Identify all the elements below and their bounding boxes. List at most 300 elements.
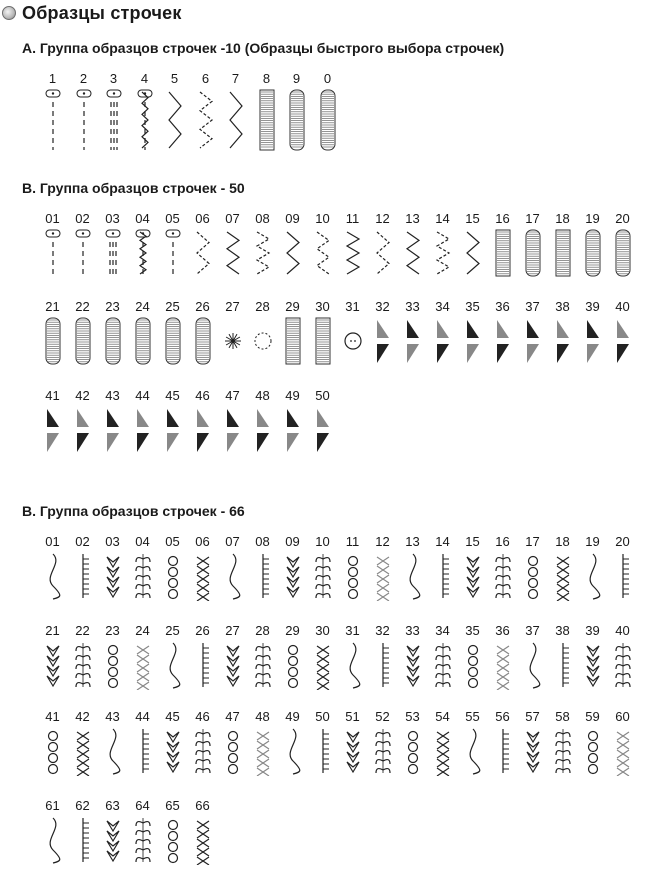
stitch-number: 25 [165, 299, 180, 314]
stitch-glyph-icon [282, 228, 304, 278]
stitch-number: 40 [615, 299, 630, 314]
stitch-number: 50 [315, 388, 330, 403]
stitch-glyph-icon [42, 640, 64, 690]
stitch-glyph-icon [102, 640, 124, 690]
stitch-pattern-b-47 [218, 389, 247, 455]
stitch-glyph-icon [42, 88, 64, 152]
stitch-number: 24 [135, 299, 150, 314]
stitch-number: 34 [435, 623, 450, 638]
stitch-pattern-b-30 [308, 300, 337, 366]
stitch-glyph-icon [312, 640, 334, 690]
page-title: Образцы строчек [22, 2, 182, 23]
stitch-number: 08 [255, 211, 270, 226]
stitch-pattern-b-24 [128, 300, 157, 366]
stitch-pattern-b-09 [278, 212, 307, 278]
stitch-pattern-c-62 [68, 799, 97, 865]
stitch-number: 45 [165, 388, 180, 403]
stitch-pattern-c-26 [188, 624, 217, 690]
stitch-glyph-icon [312, 405, 334, 455]
stitch-glyph-icon [432, 316, 454, 366]
stitch-pattern-b-50 [308, 389, 337, 455]
stitch-glyph-icon [612, 551, 634, 601]
stitch-glyph-icon [72, 551, 94, 601]
stitch-glyph-icon [162, 405, 184, 455]
stitch-pattern-b-25 [158, 300, 187, 366]
stitch-number: 41 [45, 709, 60, 724]
stitch-pattern-b-41 [38, 389, 67, 455]
stitch-number: 19 [585, 534, 600, 549]
stitch-glyph-icon [462, 316, 484, 366]
stitch-pattern-c-11 [338, 535, 367, 601]
stitch-pattern-c-29 [278, 624, 307, 690]
stitch-glyph-icon [102, 405, 124, 455]
stitch-pattern-c-64 [128, 799, 157, 865]
stitch-glyph-icon [132, 405, 154, 455]
stitch-glyph-icon [164, 88, 186, 152]
stitch-glyph-icon [132, 551, 154, 601]
stitch-number: 32 [375, 299, 390, 314]
stitch-number: 24 [135, 623, 150, 638]
stitch-number: 23 [105, 299, 120, 314]
stitch-pattern-c-27 [218, 624, 247, 690]
stitch-pattern-c-39 [578, 624, 607, 690]
stitch-number: 59 [585, 709, 600, 724]
stitch-pattern-b-37 [518, 300, 547, 366]
stitch-glyph-icon [102, 551, 124, 601]
stitch-pattern-a-5 [160, 72, 189, 152]
stitch-number: 61 [45, 798, 60, 813]
stitch-number: 52 [375, 709, 390, 724]
stitch-glyph-icon [342, 551, 364, 601]
stitch-number: 18 [555, 211, 570, 226]
stitch-glyph-icon [72, 316, 94, 366]
stitch-glyph-icon [402, 640, 424, 690]
page-header [2, 2, 182, 24]
stitch-pattern-b-31 [338, 300, 367, 366]
stitch-number: 36 [495, 299, 510, 314]
stitch-number: 64 [135, 798, 150, 813]
stitch-pattern-c-45 [158, 710, 187, 776]
stitch-pattern-c-28 [248, 624, 277, 690]
stitch-pattern-c-65 [158, 799, 187, 865]
stitch-number: 45 [165, 709, 180, 724]
stitch-number: 49 [285, 388, 300, 403]
stitch-glyph-icon [342, 640, 364, 690]
stitch-pattern-c-38 [548, 624, 577, 690]
stitch-glyph-icon [103, 88, 125, 152]
stitch-number: 9 [292, 71, 301, 86]
stitch-pattern-c-30 [308, 624, 337, 690]
stitch-pattern-b-34 [428, 300, 457, 366]
stitch-number: 40 [615, 623, 630, 638]
stitch-glyph-icon [492, 726, 514, 776]
stitch-glyph-icon [312, 726, 334, 776]
stitch-number: 46 [195, 388, 210, 403]
stitch-pattern-c-56 [488, 710, 517, 776]
stitch-number: 46 [195, 709, 210, 724]
stitch-number: 50 [315, 709, 330, 724]
stitch-number: 31 [345, 299, 360, 314]
stitch-glyph-icon [522, 316, 544, 366]
stitch-number: 47 [225, 388, 240, 403]
stitch-glyph-icon [282, 316, 304, 366]
stitch-pattern-c-09 [278, 535, 307, 601]
stitch-glyph-icon [192, 815, 214, 865]
stitch-pattern-b-04 [128, 212, 157, 278]
stitch-glyph-icon [372, 640, 394, 690]
section-title-a: A. Группа образцов строчек -10 (Образцы быстрого выбора строчек) [22, 40, 505, 56]
stitch-number: 02 [75, 211, 90, 226]
stitch-pattern-b-28 [248, 300, 277, 366]
stitch-glyph-icon [552, 316, 574, 366]
stitch-pattern-a-2 [69, 72, 98, 152]
stitch-pattern-b-46 [188, 389, 217, 455]
stitch-number: 53 [405, 709, 420, 724]
stitch-pattern-c-46 [188, 710, 217, 776]
stitch-pattern-c-01 [38, 535, 67, 601]
stitch-glyph-icon [42, 316, 64, 366]
stitch-pattern-c-13 [398, 535, 427, 601]
stitch-glyph-icon [522, 551, 544, 601]
stitch-glyph-icon [225, 88, 247, 152]
stitch-pattern-c-40 [608, 624, 637, 690]
stitch-number: 04 [135, 534, 150, 549]
stitch-pattern-c-34 [428, 624, 457, 690]
stitch-number: 33 [405, 299, 420, 314]
section-title-c: B. Группа образцов строчек - 66 [22, 503, 245, 519]
stitch-number: 16 [495, 211, 510, 226]
stitch-glyph-icon [222, 228, 244, 278]
stitch-number: 31 [345, 623, 360, 638]
stitch-glyph-icon [342, 316, 364, 366]
stitch-number: 56 [495, 709, 510, 724]
stitch-pattern-b-06 [188, 212, 217, 278]
stitch-number: 60 [615, 709, 630, 724]
stitch-glyph-icon [102, 228, 124, 278]
stitch-pattern-c-54 [428, 710, 457, 776]
stitch-glyph-icon [402, 228, 424, 278]
stitch-glyph-icon [192, 405, 214, 455]
stitch-number: 43 [105, 388, 120, 403]
stitch-number: 14 [435, 211, 450, 226]
stitch-pattern-c-31 [338, 624, 367, 690]
bullet-icon [2, 6, 16, 20]
stitch-number: 22 [75, 299, 90, 314]
stitch-number: 13 [405, 534, 420, 549]
stitch-number: 3 [109, 71, 118, 86]
stitch-number: 09 [285, 534, 300, 549]
stitch-pattern-c-20 [608, 535, 637, 601]
stitch-glyph-icon [252, 228, 274, 278]
stitch-pattern-c-32 [368, 624, 397, 690]
stitch-pattern-c-61 [38, 799, 67, 865]
stitch-glyph-icon [162, 726, 184, 776]
stitch-pattern-c-19 [578, 535, 607, 601]
stitch-number: 14 [435, 534, 450, 549]
stitch-glyph-icon [342, 726, 364, 776]
stitch-number: 17 [525, 211, 540, 226]
stitch-glyph-icon [522, 640, 544, 690]
stitch-number: 28 [255, 299, 270, 314]
stitch-pattern-c-15 [458, 535, 487, 601]
stitch-pattern-c-08 [248, 535, 277, 601]
stitch-pattern-c-59 [578, 710, 607, 776]
stitch-glyph-icon [222, 726, 244, 776]
stitch-pattern-c-36 [488, 624, 517, 690]
stitch-pattern-b-01 [38, 212, 67, 278]
stitch-glyph-icon [582, 551, 604, 601]
stitch-pattern-a-7 [221, 72, 250, 152]
stitch-pattern-c-42 [68, 710, 97, 776]
stitch-number: 58 [555, 709, 570, 724]
stitch-number: 48 [255, 388, 270, 403]
stitch-pattern-b-40 [608, 300, 637, 366]
stitch-number: 01 [45, 534, 60, 549]
stitch-number: 29 [285, 623, 300, 638]
stitch-glyph-icon [73, 88, 95, 152]
stitch-glyph-icon [222, 316, 244, 366]
stitch-number: 55 [465, 709, 480, 724]
stitch-glyph-icon [492, 228, 514, 278]
stitch-glyph-icon [162, 551, 184, 601]
stitch-number: 30 [315, 623, 330, 638]
stitch-glyph-icon [552, 726, 574, 776]
stitch-glyph-icon [462, 726, 484, 776]
stitch-glyph-icon [132, 316, 154, 366]
stitch-pattern-c-47 [218, 710, 247, 776]
stitch-glyph-icon [72, 640, 94, 690]
stitch-number: 11 [345, 211, 360, 226]
stitch-glyph-icon [312, 551, 334, 601]
stitch-glyph-icon [462, 551, 484, 601]
stitch-pattern-c-60 [608, 710, 637, 776]
stitch-pattern-c-17 [518, 535, 547, 601]
stitch-pattern-c-58 [548, 710, 577, 776]
stitch-number: 20 [615, 211, 630, 226]
stitch-pattern-c-50 [308, 710, 337, 776]
stitch-number: 62 [75, 798, 90, 813]
stitch-glyph-icon [372, 316, 394, 366]
stitch-glyph-icon [132, 815, 154, 865]
stitch-pattern-b-14 [428, 212, 457, 278]
stitch-pattern-c-57 [518, 710, 547, 776]
stitch-number: 03 [105, 534, 120, 549]
stitch-number: 07 [225, 534, 240, 549]
stitch-glyph-icon [552, 551, 574, 601]
stitch-pattern-a-6 [191, 72, 220, 152]
stitch-glyph-icon [552, 640, 574, 690]
stitch-glyph-icon [612, 726, 634, 776]
stitch-number: 6 [201, 71, 210, 86]
stitch-pattern-b-05 [158, 212, 187, 278]
stitch-number: 05 [165, 211, 180, 226]
stitch-glyph-icon [252, 316, 274, 366]
stitch-pattern-b-27 [218, 300, 247, 366]
stitch-pattern-a-0 [313, 72, 342, 152]
stitch-glyph-icon [162, 815, 184, 865]
stitch-number: 8 [262, 71, 271, 86]
stitch-pattern-c-43 [98, 710, 127, 776]
stitch-pattern-b-20 [608, 212, 637, 278]
stitch-glyph-icon [42, 551, 64, 601]
stitch-pattern-c-16 [488, 535, 517, 601]
stitch-glyph-icon [432, 726, 454, 776]
stitch-pattern-c-51 [338, 710, 367, 776]
stitch-glyph-icon [462, 228, 484, 278]
stitch-glyph-icon [312, 228, 334, 278]
stitch-glyph-icon [317, 88, 339, 152]
stitch-number: 12 [375, 534, 390, 549]
stitch-pattern-c-07 [218, 535, 247, 601]
stitch-number: 44 [135, 709, 150, 724]
stitch-glyph-icon [582, 316, 604, 366]
stitch-pattern-c-06 [188, 535, 217, 601]
stitch-number: 41 [45, 388, 60, 403]
stitch-glyph-icon [72, 726, 94, 776]
stitch-number: 27 [225, 623, 240, 638]
stitch-number: 06 [195, 534, 210, 549]
stitch-number: 03 [105, 211, 120, 226]
stitch-glyph-icon [402, 726, 424, 776]
stitch-number: 44 [135, 388, 150, 403]
stitch-pattern-c-66 [188, 799, 217, 865]
stitch-pattern-b-12 [368, 212, 397, 278]
stitch-pattern-c-52 [368, 710, 397, 776]
stitch-glyph-icon [582, 640, 604, 690]
stitch-number: 7 [231, 71, 240, 86]
stitch-pattern-b-43 [98, 389, 127, 455]
stitch-number: 34 [435, 299, 450, 314]
stitch-number: 35 [465, 623, 480, 638]
stitch-glyph-icon [102, 726, 124, 776]
stitch-pattern-c-35 [458, 624, 487, 690]
stitch-number: 39 [585, 623, 600, 638]
stitch-number: 48 [255, 709, 270, 724]
stitch-number: 51 [345, 709, 360, 724]
stitch-glyph-icon [134, 88, 156, 152]
stitch-glyph-icon [432, 551, 454, 601]
stitch-glyph-icon [42, 815, 64, 865]
stitch-pattern-b-19 [578, 212, 607, 278]
stitch-pattern-c-24 [128, 624, 157, 690]
stitch-number: 54 [435, 709, 450, 724]
stitch-pattern-b-29 [278, 300, 307, 366]
stitch-glyph-icon [342, 228, 364, 278]
stitch-number: 01 [45, 211, 60, 226]
stitch-glyph-icon [72, 228, 94, 278]
stitch-glyph-icon [192, 640, 214, 690]
stitch-number: 25 [165, 623, 180, 638]
stitch-number: 05 [165, 534, 180, 549]
stitch-glyph-icon [462, 640, 484, 690]
stitch-pattern-c-12 [368, 535, 397, 601]
stitch-glyph-icon [432, 228, 454, 278]
stitch-pattern-b-33 [398, 300, 427, 366]
stitch-pattern-b-39 [578, 300, 607, 366]
stitch-number: 12 [375, 211, 390, 226]
stitch-pattern-b-48 [248, 389, 277, 455]
stitch-pattern-c-33 [398, 624, 427, 690]
stitch-glyph-icon [252, 551, 274, 601]
stitch-pattern-b-11 [338, 212, 367, 278]
stitch-number: 15 [465, 211, 480, 226]
stitch-pattern-c-23 [98, 624, 127, 690]
stitch-number: 26 [195, 299, 210, 314]
stitch-pattern-c-05 [158, 535, 187, 601]
stitch-number: 20 [615, 534, 630, 549]
stitch-pattern-b-13 [398, 212, 427, 278]
stitch-number: 47 [225, 709, 240, 724]
stitch-pattern-b-23 [98, 300, 127, 366]
stitch-number: 28 [255, 623, 270, 638]
stitch-glyph-icon [132, 640, 154, 690]
stitch-glyph-icon [72, 815, 94, 865]
stitch-glyph-icon [72, 405, 94, 455]
stitch-glyph-icon [252, 405, 274, 455]
stitch-glyph-icon [222, 405, 244, 455]
stitch-pattern-b-32 [368, 300, 397, 366]
stitch-number: 21 [45, 299, 60, 314]
stitch-glyph-icon [552, 228, 574, 278]
stitch-glyph-icon [522, 228, 544, 278]
stitch-pattern-c-55 [458, 710, 487, 776]
stitch-glyph-icon [192, 228, 214, 278]
stitch-glyph-icon [612, 640, 634, 690]
stitch-glyph-icon [522, 726, 544, 776]
stitch-number: 09 [285, 211, 300, 226]
stitch-pattern-a-4 [130, 72, 159, 152]
stitch-number: 08 [255, 534, 270, 549]
stitch-glyph-icon [312, 316, 334, 366]
stitch-pattern-b-38 [548, 300, 577, 366]
stitch-pattern-b-49 [278, 389, 307, 455]
stitch-glyph-icon [42, 228, 64, 278]
stitch-pattern-b-16 [488, 212, 517, 278]
stitch-number: 33 [405, 623, 420, 638]
stitch-number: 65 [165, 798, 180, 813]
stitch-number: 10 [315, 211, 330, 226]
stitch-pattern-c-04 [128, 535, 157, 601]
stitch-number: 26 [195, 623, 210, 638]
stitch-number: 2 [79, 71, 88, 86]
stitch-number: 19 [585, 211, 600, 226]
stitch-number: 38 [555, 623, 570, 638]
stitch-glyph-icon [612, 228, 634, 278]
stitch-pattern-a-1 [38, 72, 67, 152]
stitch-glyph-icon [222, 551, 244, 601]
stitch-pattern-c-22 [68, 624, 97, 690]
stitch-number: 38 [555, 299, 570, 314]
stitch-glyph-icon [612, 316, 634, 366]
stitch-number: 27 [225, 299, 240, 314]
stitch-number: 22 [75, 623, 90, 638]
stitch-number: 43 [105, 709, 120, 724]
stitch-number: 21 [45, 623, 60, 638]
stitch-number: 35 [465, 299, 480, 314]
stitch-number: 1 [48, 71, 57, 86]
stitch-number: 39 [585, 299, 600, 314]
stitch-pattern-a-3 [99, 72, 128, 152]
stitch-number: 42 [75, 388, 90, 403]
stitch-number: 66 [195, 798, 210, 813]
stitch-pattern-c-21 [38, 624, 67, 690]
stitch-number: 30 [315, 299, 330, 314]
stitch-glyph-icon [102, 815, 124, 865]
stitch-pattern-a-9 [282, 72, 311, 152]
stitch-pattern-b-44 [128, 389, 157, 455]
stitch-number: 10 [315, 534, 330, 549]
stitch-pattern-b-18 [548, 212, 577, 278]
